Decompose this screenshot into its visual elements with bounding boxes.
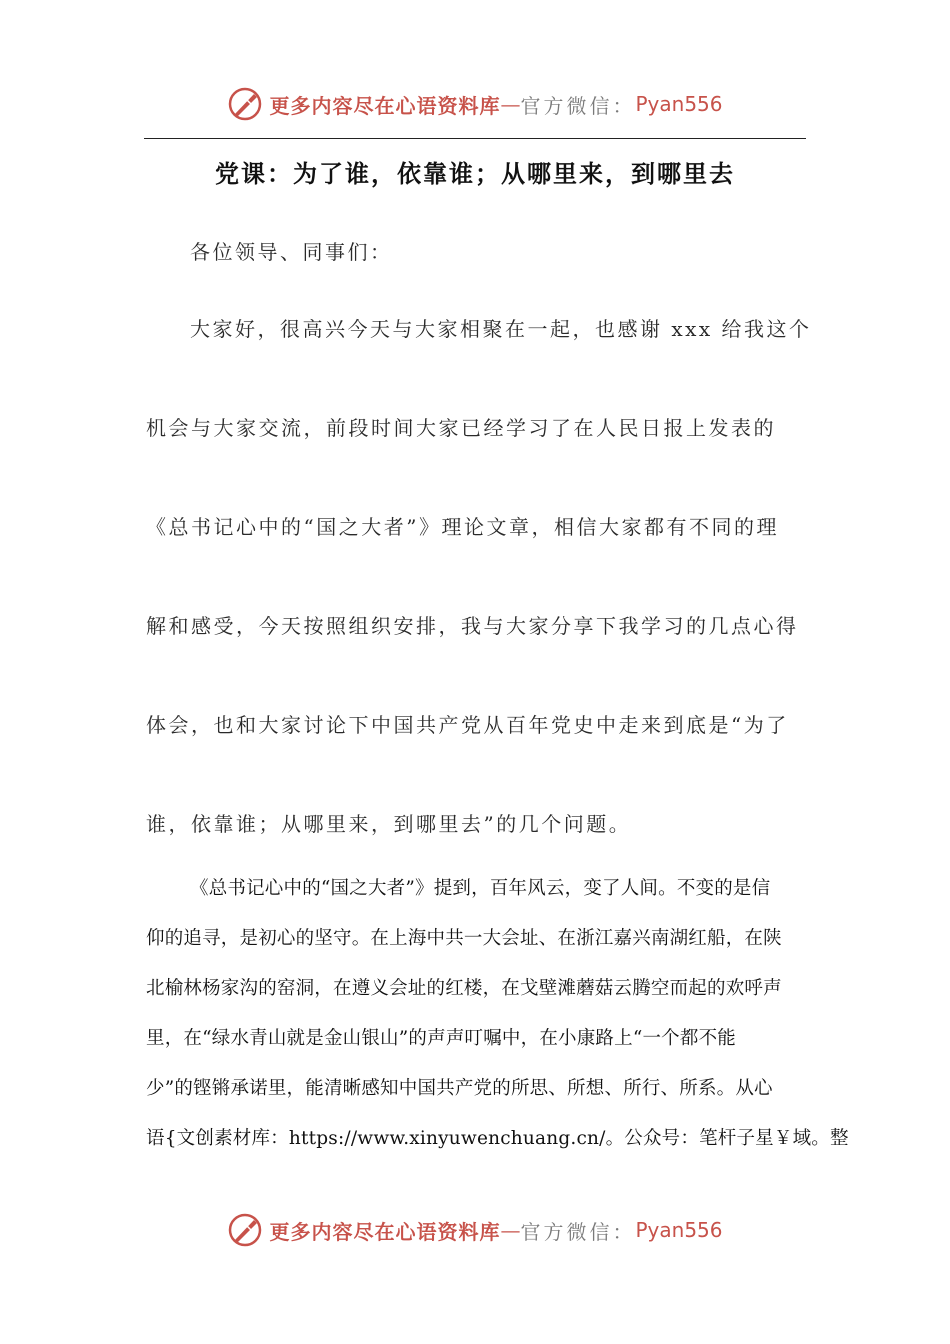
banner-wechat-label: 官方微信：: [520, 93, 636, 118]
body-line: 里，在“绿水青山就是金山银山”的声声叮嘱中，在小康路上“一个都不能: [146, 1028, 736, 1049]
banner-dash: —: [500, 92, 521, 116]
banner-site-text: 更多内容尽在心语资料库: [269, 1219, 501, 1244]
banner-wechat-id: Pyan556: [635, 92, 723, 116]
body-line: 北榆林杨家沟的窑洞，在遵义会址的红楼，在戈壁滩蘑菇云腾空而起的欢呼声: [146, 978, 782, 999]
pen-logo-icon: [227, 1212, 263, 1248]
header-divider: [144, 138, 806, 139]
header-banner: [0, 80, 950, 128]
banner-wechat-id: Pyan556: [635, 1218, 723, 1242]
document-title: 党课：为了谁，依靠谁；从哪里来，到哪里去: [215, 159, 735, 188]
banner-site-text: 更多内容尽在心语资料库: [269, 93, 501, 118]
footer-banner: [0, 1206, 950, 1254]
intro-line: 机会与大家交流，前段时间大家已经学习了在人民日报上发表的: [146, 416, 776, 440]
banner-wechat-label: 官方微信：: [520, 1219, 636, 1244]
intro-line: 谁，依靠谁；从哪里来，到哪里去”的几个问题。: [146, 812, 632, 836]
intro-line: 《总书记心中的“国之大者”》理论文章，相信大家都有不同的理: [146, 515, 779, 539]
body-line: 少”的铿锵承诺里，能清晰感知中国共产党的所思、所想、所行、所系。从心: [146, 1078, 773, 1099]
intro-line: 体会，也和大家讨论下中国共产党从百年党史中走来到底是“为了: [146, 713, 789, 737]
body-line: 语{文创素材库：https://www.xinyuwenchuang.cn/。公众号：笔杆子星￥域。整: [146, 1128, 849, 1149]
greeting: 各位领导、同事们：: [190, 240, 393, 264]
pen-logo-icon: [227, 86, 263, 122]
body-line: 《总书记心中的“国之大者”》提到，百年风云，变了人间。不变的是信: [190, 878, 771, 899]
body-line: 仰的追寻，是初心的坚守。在上海中共一大会址、在浙江嘉兴南湖红船，在陕: [146, 928, 782, 949]
intro-line: 大家好，很高兴今天与大家相聚在一起，也感谢 xxx 给我这个: [190, 317, 812, 341]
banner-dash: —: [500, 1218, 521, 1242]
intro-line: 解和感受，今天按照组织安排，我与大家分享下我学习的几点心得: [146, 614, 799, 638]
